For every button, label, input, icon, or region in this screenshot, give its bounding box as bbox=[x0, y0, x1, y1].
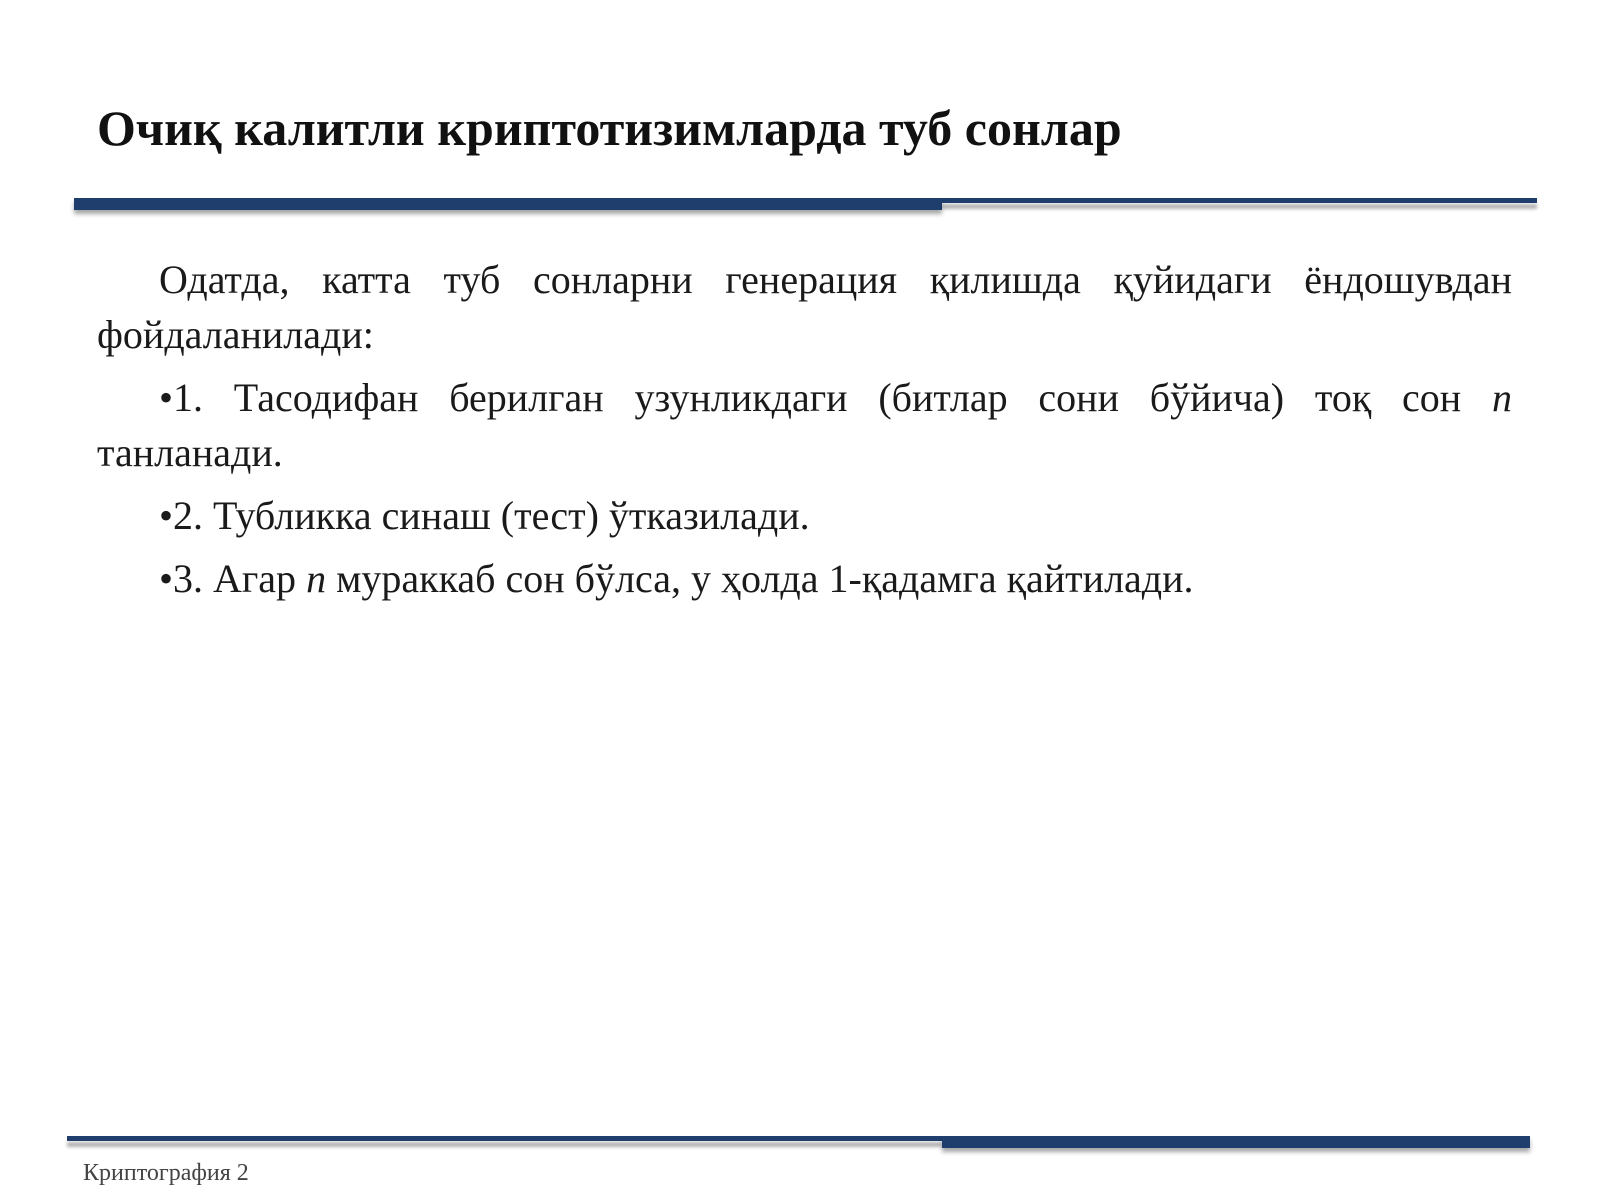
step-2-text: •2. Тубликка синаш (тест) ўтказилади. bbox=[159, 493, 810, 538]
step-3-text: •3. Агар bbox=[159, 556, 307, 601]
footer-divider-thick bbox=[942, 1136, 1530, 1148]
title-divider bbox=[74, 198, 1537, 210]
step-1 bbox=[97, 370, 1512, 480]
footer-label: Криптография 2 bbox=[83, 1160, 249, 1186]
title-divider-thick bbox=[74, 198, 942, 210]
title-divider-thin bbox=[942, 198, 1537, 203]
slide-title: Очиқ калитли криптотизимларда туб сонлар bbox=[97, 100, 1122, 156]
step-1-variable: n bbox=[1492, 375, 1512, 420]
footer-divider bbox=[67, 1136, 1530, 1148]
step-1-text: •1. Тасодифан берилган узунликдаги (битлар сони бўйича) тоқ сон bbox=[159, 375, 1492, 420]
step-1-text-end: танланади. bbox=[97, 430, 283, 475]
step-3-variable: n bbox=[306, 556, 327, 601]
step-3-text-end: мураккаб сон бўлса, у ҳолда 1-қадамга қайтилади. bbox=[326, 556, 1194, 601]
intro-paragraph: Одатда, катта туб сонларни генерация қилишда қуйидаги ёндошувдан фойдаланилади: bbox=[97, 257, 1512, 357]
slide-body bbox=[97, 252, 1512, 614]
footer-divider-thin bbox=[67, 1136, 942, 1141]
step-2 bbox=[97, 488, 1512, 543]
step-3 bbox=[97, 551, 1512, 606]
